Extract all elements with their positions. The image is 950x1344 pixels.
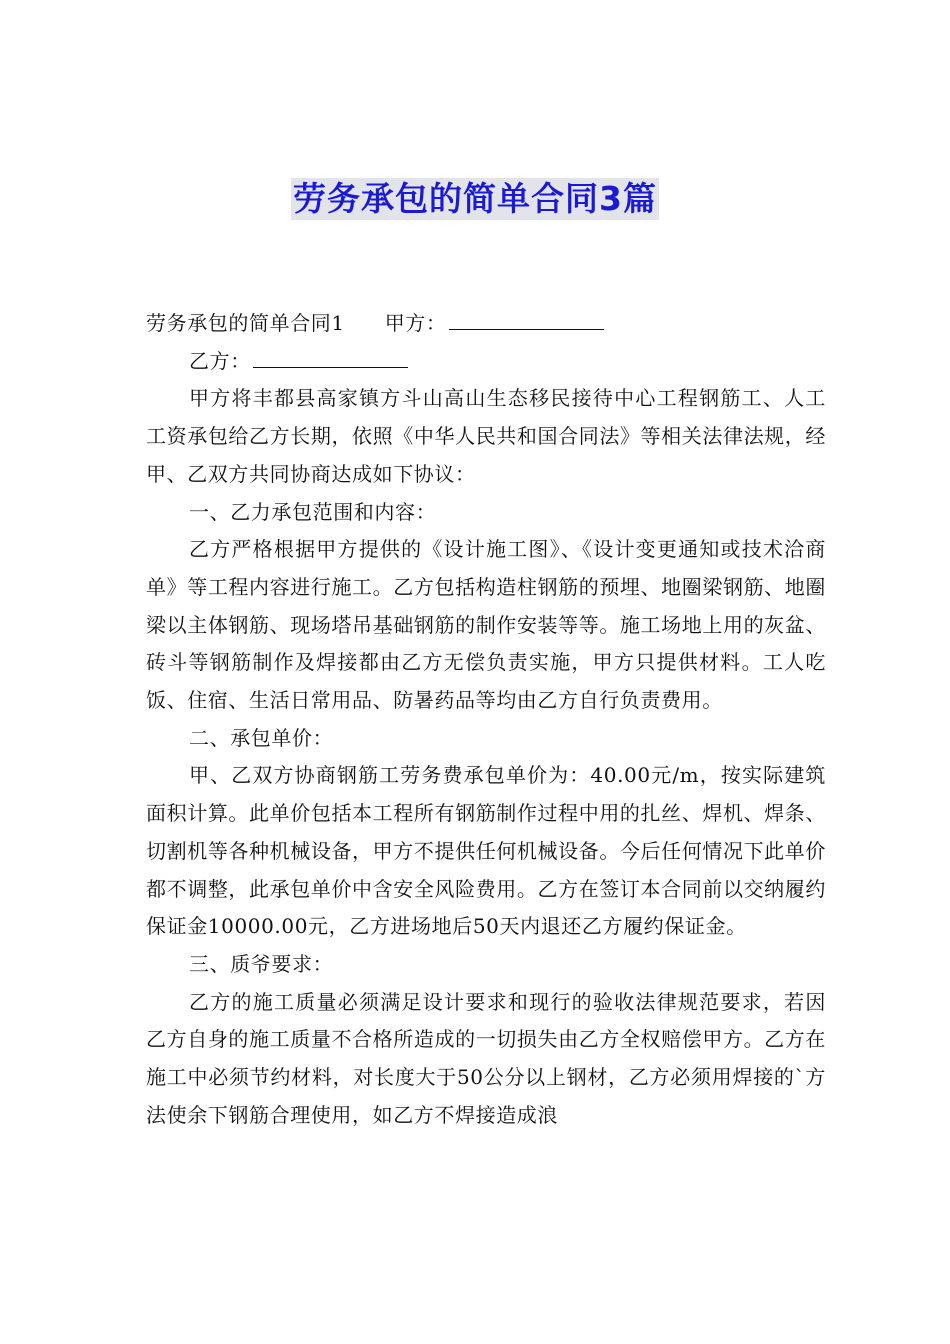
heading-line [146, 305, 826, 343]
paragraph: 乙方的施工质量必须满足设计要求和现行的验收法律规范要求，若因乙方自身的施工质量不合格所造成的一切损失由乙方全权赔偿甲方。乙方在施工中必须节约材料，对长度大于50公分以上钢材，乙方必须用焊接的`方法使余下钢筋合理使用，如乙方不焊接造成浪 [146, 989, 826, 1127]
document-body [146, 305, 826, 1134]
party-a-label: 甲方： [384, 311, 447, 335]
title-container [0, 178, 950, 220]
contract-number: 劳务承包的简单合同1 [146, 311, 345, 335]
section-heading: 一、乙力承包范围和内容： [189, 499, 437, 524]
party-a-blank [449, 307, 604, 330]
paragraph: 甲、乙双方协商钢筋工劳务费承包单价为：40.00元/m，按实际建筑面积计算。此单价包括本工程所有钢筋制作过程中用的扎丝、焊机、焊条、切割机等各种机械设备，甲方不提供任何机械设备。今后任何情况下此单价都不调整，此承包单价中含安全风险费用。乙方在签订本合同前以交纳履约保证金10000.00元，乙方进场地后50天内退还乙方履约保证金。 [146, 763, 826, 939]
party-b-blank [253, 345, 408, 368]
party-b-label: 乙方： [189, 348, 251, 373]
document-title: 劳务承包的简单合同3篇 [293, 179, 657, 218]
paragraph: 甲方将丰都县高家镇方斗山高山生态移民接待中心工程钢筋工、人工工资承包给乙方长期，依照《中华人民共和国合同法》等相关法律法规，经甲、乙双方共同协商达成如下协议： [146, 386, 826, 486]
section-heading: 三、质爷要求： [189, 951, 334, 976]
party-b-line [146, 343, 826, 381]
section-heading: 二、承包单价： [189, 725, 334, 750]
paragraph: 乙方严格根据甲方提供的《设计施工图》、《设计变更通知或技术洽商单》等工程内容进行施工。乙方包括构造柱钢筋的预埋、地圈梁钢筋、地圈梁以主体钢筋、现场塔吊基础钢筋的制作安装等等。施工场地上用的灰盆、砖斗等钢筋制作及焊接都由乙方无偿负责实施，甲方只提供材料。工人吃饭、住宿、生活日常用品、防暑药品等均由乙方自行负责费用。 [146, 537, 826, 713]
